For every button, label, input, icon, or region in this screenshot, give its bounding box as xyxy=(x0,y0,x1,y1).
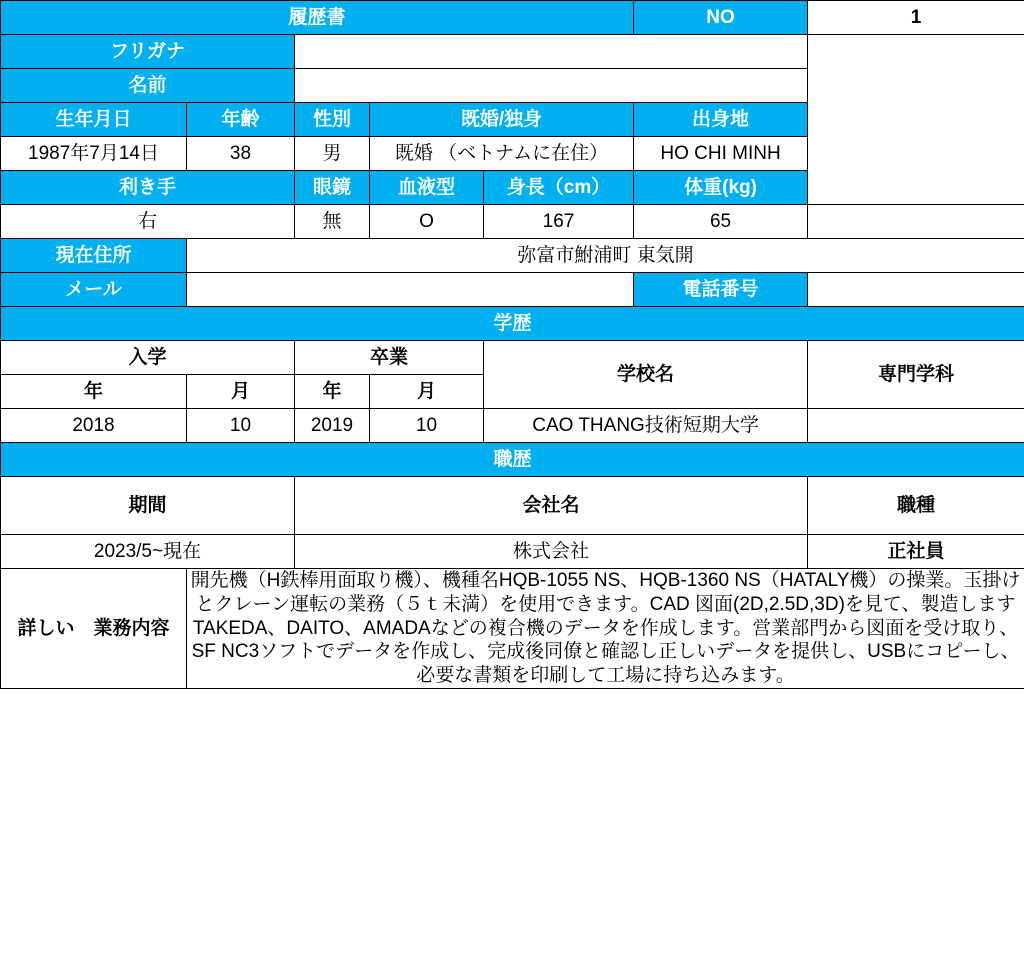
handedness-value[interactable]: 右 xyxy=(1,205,295,239)
work-jobtype[interactable]: 正社員 xyxy=(808,535,1024,569)
education-grad-year-label: 年 xyxy=(295,375,370,409)
marital-value[interactable]: 既婚 （ベトナムに在住） xyxy=(370,137,634,171)
education-section-label: 学歴 xyxy=(1,307,1024,341)
education-school-name[interactable]: CAO THANG技術短期大学 xyxy=(484,409,808,443)
gender-label: 性別 xyxy=(295,103,370,137)
birth-label: 生年月日 xyxy=(1,103,187,137)
address-label: 現在住所 xyxy=(1,239,187,273)
education-enroll-year-label: 年 xyxy=(1,375,187,409)
furigana-row xyxy=(1,35,1024,69)
phone-value[interactable] xyxy=(808,273,1024,307)
work-jobtype-label: 職種 xyxy=(808,477,1024,535)
work-period-label: 期間 xyxy=(1,477,295,535)
address-value[interactable]: 弥富市鮒浦町 東気開 xyxy=(187,239,1024,273)
height-value[interactable]: 167 xyxy=(484,205,634,239)
education-grad-month[interactable]: 10 xyxy=(370,409,484,443)
work-header-row xyxy=(1,477,1024,535)
age-value[interactable]: 38 xyxy=(187,137,295,171)
blood-label: 血液型 xyxy=(370,171,484,205)
mail-label: メール xyxy=(1,273,187,307)
education-grad-month-label: 月 xyxy=(370,375,484,409)
title-row xyxy=(1,1,1024,35)
marital-label: 既婚/独身 xyxy=(370,103,634,137)
no-label: NO xyxy=(634,1,808,35)
phone-label: 電話番号 xyxy=(634,273,808,307)
gender-value[interactable]: 男 xyxy=(295,137,370,171)
photo-area xyxy=(808,35,1024,205)
furigana-value[interactable] xyxy=(295,35,808,69)
work-company-label: 会社名 xyxy=(295,477,808,535)
work-company[interactable]: 株式会社 xyxy=(295,535,808,569)
work-section-label: 職歴 xyxy=(1,443,1024,477)
glasses-value[interactable]: 無 xyxy=(295,205,370,239)
mail-value[interactable] xyxy=(187,273,634,307)
glasses-label: 眼鏡 xyxy=(295,171,370,205)
education-major-label: 専門学科 xyxy=(808,341,1024,409)
furigana-label: フリガナ xyxy=(1,35,295,69)
height-label: 身長（cm） xyxy=(484,171,634,205)
education-school-label: 学校名 xyxy=(484,341,808,409)
physical-value-row xyxy=(1,205,1024,239)
education-enroll-year[interactable]: 2018 xyxy=(1,409,187,443)
hometown-value[interactable]: HO CHI MINH xyxy=(634,137,808,171)
education-enroll-month-label: 月 xyxy=(187,375,295,409)
education-grad-year[interactable]: 2019 xyxy=(295,409,370,443)
education-row xyxy=(1,409,1024,443)
birth-value[interactable]: 1987年7月14日 xyxy=(1,137,187,171)
address-row xyxy=(1,239,1024,273)
weight-value[interactable]: 65 xyxy=(634,205,808,239)
education-major[interactable] xyxy=(808,409,1024,443)
education-band-row xyxy=(1,307,1024,341)
hometown-label: 出身地 xyxy=(634,103,808,137)
handedness-label: 利き手 xyxy=(1,171,295,205)
weight-label: 体重(kg) xyxy=(634,171,808,205)
details-label: 詳しい 業務内容 xyxy=(1,569,187,689)
mail-row xyxy=(1,273,1024,307)
photo-area-bottom xyxy=(808,205,1024,239)
work-period[interactable]: 2023/5~現在 xyxy=(1,535,295,569)
document-title: 履歴書 xyxy=(1,1,634,35)
education-header-row xyxy=(1,341,1024,375)
age-label: 年齢 xyxy=(187,103,295,137)
blood-value[interactable]: O xyxy=(370,205,484,239)
no-value: 1 xyxy=(808,1,1024,35)
details-row xyxy=(1,569,1024,689)
education-enroll-label: 入学 xyxy=(1,341,295,375)
education-enroll-month[interactable]: 10 xyxy=(187,409,295,443)
details-text[interactable]: 開先機（H鉄棒用面取り機）、機種名HQB-1055 NS、HQB-1360 NS（HATALY機）の操業。玉掛けとクレーン運転の業務（５ｔ未満）を使用できます。CAD 図面(2D,2.5D,3D)を見て、製造しますTAKEDA、DAITO、AMADAなどの複合機のデータを作成します。営業部門から図面を受け取り、SF NC3ソフトでデータを作成し、完成後同僚と確認し正しいデータを提供し、USBにコピーし、必要な書類を印刷して工場に持ち込みます。 xyxy=(187,569,1024,689)
work-row xyxy=(1,535,1024,569)
work-band-row xyxy=(1,443,1024,477)
name-label: 名前 xyxy=(1,69,295,103)
education-graduate-label: 卒業 xyxy=(295,341,484,375)
name-value[interactable] xyxy=(295,69,808,103)
